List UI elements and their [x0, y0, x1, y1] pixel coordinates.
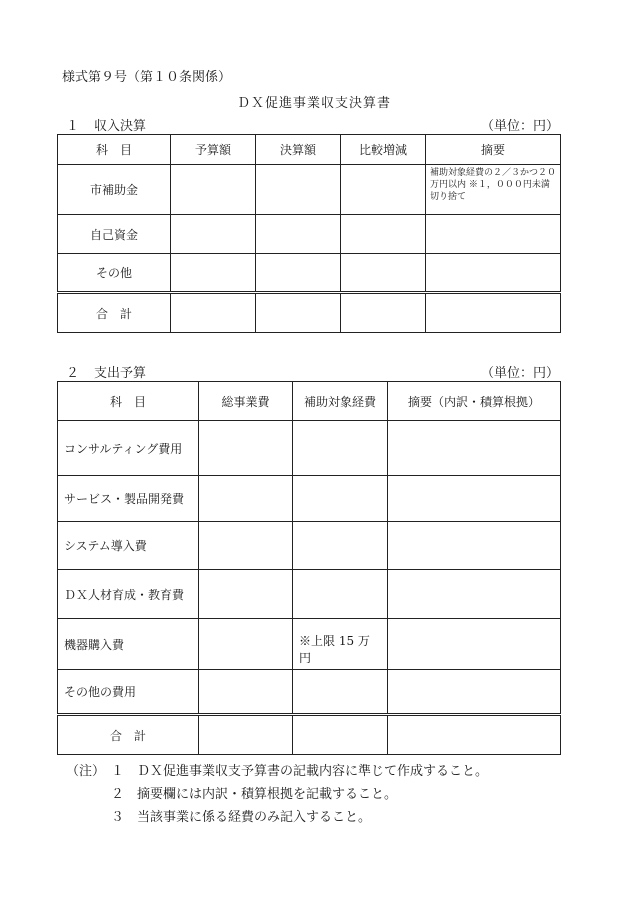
- income-header-settled: 決算額: [256, 135, 341, 165]
- income-settled-cell: [256, 215, 341, 254]
- expense-total-sum: [199, 715, 293, 755]
- income-difference-cell: [341, 215, 426, 254]
- expense-total-cell: [199, 421, 293, 476]
- expense-item-label: コンサルティング費用: [58, 421, 199, 476]
- expense-total-cell: [199, 522, 293, 570]
- expense-total-cell: [199, 670, 293, 715]
- expense-header-remarks: 摘要（内訳・積算根拠）: [388, 382, 561, 421]
- expense-eligible-cell: [293, 570, 388, 619]
- table-row: [58, 619, 561, 670]
- income-total-label: 合 計: [58, 293, 171, 333]
- expense-total-cell: [199, 619, 293, 670]
- table-row: [58, 215, 561, 254]
- income-header-budget: 予算額: [171, 135, 256, 165]
- table-row: [58, 421, 561, 476]
- income-budget-cell: [171, 254, 256, 293]
- table-row: [58, 670, 561, 715]
- form-number: 様式第９号（第１０条関係）: [62, 70, 232, 85]
- expense-header-item: 科 目: [58, 382, 199, 421]
- expense-item-label: システム導入費: [58, 522, 199, 570]
- table-row: [58, 522, 561, 570]
- section2-heading: 支出予算: [94, 366, 147, 381]
- income-item-label: 市補助金: [58, 165, 171, 215]
- income-header-row: [58, 135, 561, 165]
- expense-remarks-cell: [388, 421, 561, 476]
- income-header-difference: 比較増減: [341, 135, 426, 165]
- expense-total-label: 合 計: [58, 715, 199, 755]
- section2-heading-number: ２: [66, 366, 80, 381]
- income-total-budget: [171, 293, 256, 333]
- income-total-remarks: [426, 293, 561, 333]
- expense-remarks-sum: [388, 715, 561, 755]
- income-remarks-note: 補助対象経費の２／３かつ２０万円以内 ※１，０００円未満切り捨て: [426, 165, 561, 215]
- note-text: ＤＸ促進事業収支予算書の記載内容に準じて作成すること。: [137, 764, 489, 779]
- income-remarks-cell: [426, 215, 561, 254]
- expense-remarks-cell: [388, 619, 561, 670]
- expense-item-label: 機器購入費: [58, 619, 199, 670]
- table-row: [58, 165, 561, 215]
- section2-unit: （単位：円）: [481, 366, 560, 381]
- income-difference-cell: [341, 165, 426, 215]
- expense-header-row: [58, 382, 561, 421]
- income-header-remarks: 摘要: [426, 135, 561, 165]
- table-row: [58, 476, 561, 522]
- expense-item-label: ＤＸ人材育成・教育費: [58, 570, 199, 619]
- expense-total-cell: [199, 570, 293, 619]
- expense-eligible-cell: [293, 522, 388, 570]
- table-row: [58, 570, 561, 619]
- section1-heading: 収入決算: [94, 119, 147, 134]
- section1-unit: （単位：円）: [481, 119, 560, 134]
- notes-prefix: （注）: [66, 764, 106, 779]
- expense-remarks-cell: [388, 570, 561, 619]
- expense-eligible-sum: [293, 715, 388, 755]
- document-title: ＤＸ促進事業収支決算書: [237, 96, 392, 111]
- income-settled-cell: [256, 254, 341, 293]
- income-total-settled: [256, 293, 341, 333]
- expense-item-label: サービス・製品開発費: [58, 476, 199, 522]
- note-number: ３: [111, 810, 125, 825]
- income-total-difference: [341, 293, 426, 333]
- income-budget-cell: [171, 215, 256, 254]
- expense-item-label: その他の費用: [58, 670, 199, 715]
- expense-eligible-cap-note: ※上限 15 万円: [293, 619, 388, 670]
- expense-eligible-cell: [293, 670, 388, 715]
- expense-eligible-cell: [293, 476, 388, 522]
- table-row: [58, 254, 561, 293]
- income-remarks-cell: [426, 254, 561, 293]
- income-total-row: [58, 293, 561, 333]
- expense-total-cell: [199, 476, 293, 522]
- income-settled-cell: [256, 165, 341, 215]
- income-header-item: 科 目: [58, 135, 171, 165]
- expense-total-row: [58, 715, 561, 755]
- section1-heading-number: １: [66, 119, 80, 134]
- note-number: ２: [111, 787, 125, 802]
- income-table: [57, 134, 561, 333]
- expense-remarks-cell: [388, 670, 561, 715]
- expense-header-eligible-cost: 補助対象経費: [293, 382, 388, 421]
- expense-table: [57, 381, 561, 755]
- expense-header-total-cost: 総事業費: [199, 382, 293, 421]
- expense-eligible-cell: [293, 421, 388, 476]
- income-item-label: その他: [58, 254, 171, 293]
- expense-remarks-cell: [388, 476, 561, 522]
- note-number: １: [111, 764, 125, 779]
- income-item-label: 自己資金: [58, 215, 171, 254]
- note-text: 摘要欄には内訳・積算根拠を記載すること。: [137, 787, 398, 802]
- note-text: 当該事業に係る経費のみ記入すること。: [137, 810, 372, 825]
- income-budget-cell: [171, 165, 256, 215]
- income-difference-cell: [341, 254, 426, 293]
- expense-remarks-cell: [388, 522, 561, 570]
